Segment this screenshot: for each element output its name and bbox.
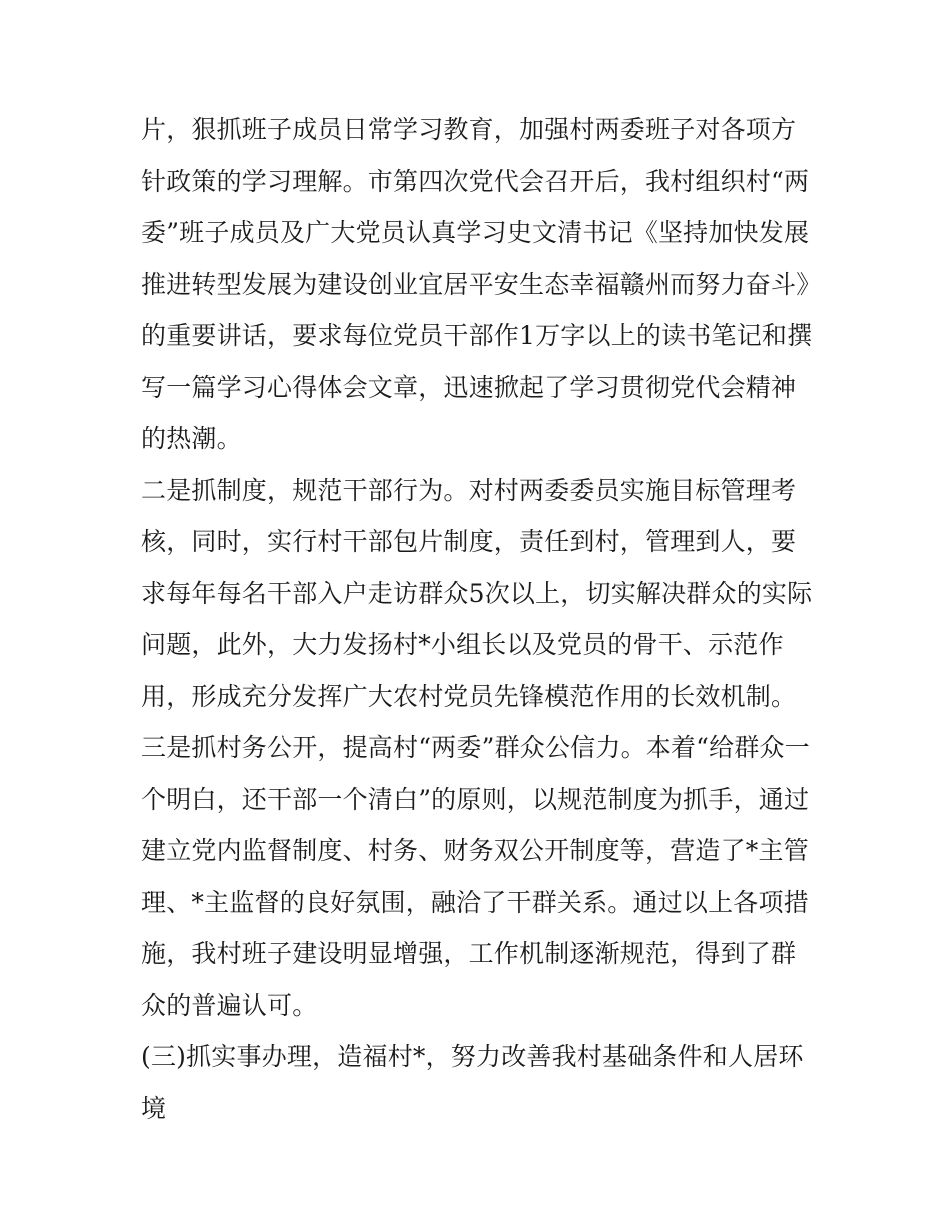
paragraph-system-regulation: 二是抓制度，规范干部行为。对村两委委员实施目标管理考核，同时，实行村干部包片制度，责任到村，管理到人，要求每年每名干部入户走访群众5次以上，切实解决群众的实际问题，此外，大力发扬村*小组长以及党员的骨干、示范作用，形成充分发挥广大农村党员先锋模范作用的长效机制。 bbox=[141, 475, 813, 711]
paragraph-village-affairs: 三是抓村务公开，提高村“两委”群众公信力。本着“给群众一个明白，还干部一个清白”的原则，以规范制度为抓手，通过建立党内监督制度、村务、财务双公开制度等，营造了*主管理、*主监督的良好氛围，融洽了干群关系。通过以上各项措施，我村班子建设明显增强，工作机制逐渐规范，得到了群众的普遍认可。 bbox=[141, 733, 810, 1020]
document-body bbox=[141, 104, 821, 1134]
paragraph-study-education: 片，狠抓班子成员日常学习教育，加强村两委班子对各项方针政策的学习理解。市第四次党代会召开后，我村组织村“两委”班子成员及广大党员认真学习史文清书记《坚持加快发展推进转型发展为建设创业宜居平安生态幸福赣州而努力奋斗》的重要讲话，要求每位党员干部作1万字以上的读书笔记和撰写一篇学习心得体会文章，迅速掀起了学习贯彻党代会精神的热潮。 bbox=[141, 115, 813, 453]
paragraph-section-heading: (三)抓实事办理，造福村*，努力改善我村基础条件和人居环境 bbox=[141, 1042, 804, 1123]
